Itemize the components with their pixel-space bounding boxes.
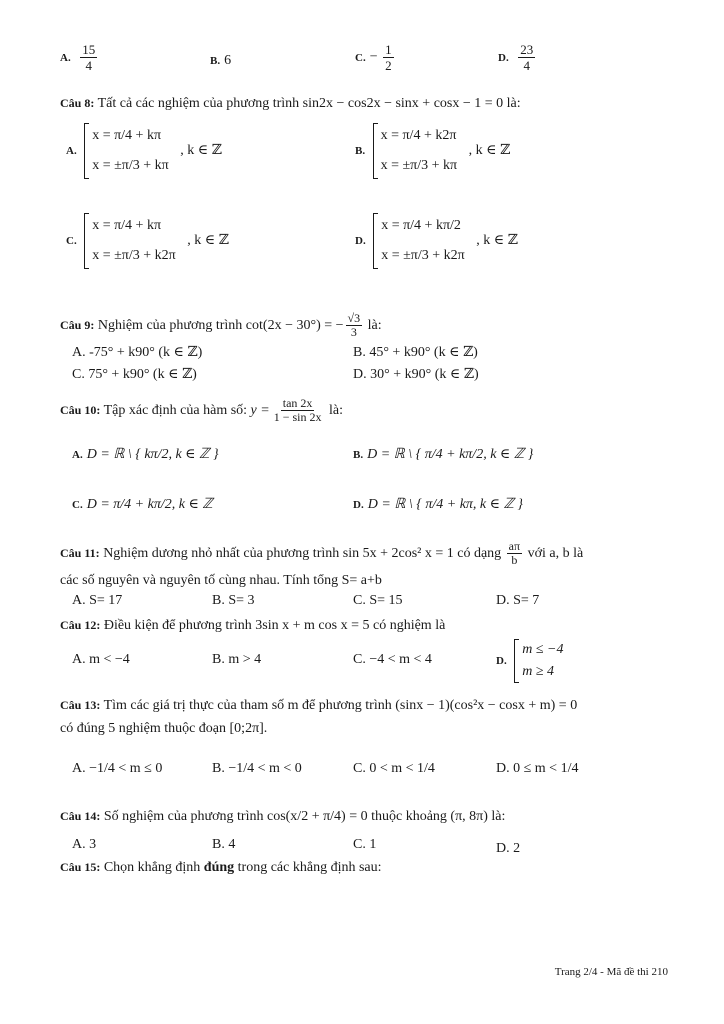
q10-option-b: B. D = ℝ \ { π/4 + kπ/2, k ∈ ℤ }: [353, 447, 534, 462]
question-10: Câu 10: Tập xác định của hàm số: y = $\frac{\tan 2x}{1 - \sin 2x}$ là: A. D = ℝ \ { kπ/2, k ∈ ℤ } B. D = ℝ \ { π/4 + kπ/2, k ∈ ℤ } C. D = π/4 + kπ/2, k ∈ ℤ D. D = ℝ \ { π/4 + kπ, k ∈ ℤ }: [60, 390, 680, 530]
question-12: Câu 12: Điều kiện để phương trình 3sin x + m cos x = 5 có nghiệm là A. m < −4 B. m > 4 C. −4 < m < 4 D. m ≤ −4 m ≥ 4: [60, 614, 680, 691]
q11-option-c: C. S= 15: [353, 593, 403, 608]
q9-option-b: B. 45° + k90° (k ∈ ℤ): [353, 345, 478, 360]
q14-option-b: B. 4: [212, 837, 236, 852]
question-8: Câu 8: Tất cả các nghiệm của phương trình sin2x − cos2x − sinx + cosx − 1 = 0 là: A. x = π/4 + kπ x = ±π/3 + kπ , k ∈ ℤ B. x = π/4 + k2π x = ±π/3 + kπ , k ∈ ℤ C. x = π/4 + kπ x = ±π/3 + k2π , k ∈ ℤ D. x = π/4 + kπ/2 x = ±π/3 + k2π , k ∈ ℤ: [60, 92, 680, 303]
q8-option-c: C. x = π/4 + kπ x = ±π/3 + k2π , k ∈ ℤ: [66, 213, 229, 269]
q10-option-d: D. D = ℝ \ { π/4 + kπ, k ∈ ℤ }: [353, 497, 524, 512]
q8-option-a: A. x = π/4 + kπ x = ±π/3 + kπ , k ∈ ℤ: [66, 123, 222, 179]
q14-option-d: D. 2: [496, 841, 521, 856]
q14-option-a: A. 3: [72, 837, 97, 852]
q14-option-c: C. 1: [353, 837, 377, 852]
q9-option-c: C. 75° + k90° (k ∈ ℤ): [72, 367, 197, 382]
q12-option-c: C. −4 < m < 4: [353, 652, 432, 667]
q13-option-a: A. −1/4 < m ≤ 0: [72, 761, 163, 776]
question-9: Câu 9: Nghiệm của phương trình cot(2x − 30°) = − $\frac{√3}{3}$ là: A. -75° + k90° (k ∈ ℤ) B. 45° + k90° (k ∈ ℤ) C. 75° + k90° (k ∈ ℤ) D. 30° + k90° (k ∈ ℤ): [60, 308, 680, 386]
q9-option-d: D. 30° + k90° (k ∈ ℤ): [353, 367, 479, 382]
q10-option-c: C. D = π/4 + kπ/2, k ∈ ℤ: [72, 497, 213, 512]
question-13: Câu 13: Tìm các giá trị thực của tham số m để phương trình (sinx − 1)(cos²x − cosx + m) = 0 có đúng 5 nghiệm thuộc đoạn [0;2π]. A. −1/4 < m ≤ 0 B. −1/4 < m < 0 C. 0 < m < 1/4 D. 0 ≤ m < 1/4: [60, 694, 680, 788]
q7-options: [60, 42, 680, 86]
q7-option-d: D. $\frac{23}{4}$: [498, 42, 534, 73]
q13-option-d: D. 0 ≤ m < 1/4: [496, 761, 579, 776]
q7-option-c: C. − $\frac{1}{2}$: [355, 42, 392, 73]
question-15: Câu 15: Chọn khẳng định đúng trong các khẳng định sau:: [60, 860, 382, 875]
q8-option-d: D. x = π/4 + kπ/2 x = ±π/3 + k2π , k ∈ ℤ: [355, 213, 518, 269]
page-footer: Trang 2/4 - Mã đề thi 210: [554, 966, 668, 978]
q10-option-a: A. D = ℝ \ { kπ/2, k ∈ ℤ }: [72, 447, 219, 462]
q12-option-a: A. m < −4: [72, 652, 130, 667]
q7-option-b: B. 6: [210, 53, 232, 68]
q11-option-b: B. S= 3: [212, 593, 255, 608]
q7-option-a: A. $\frac{15}{4}$: [60, 42, 96, 73]
question-14: Câu 14: Số nghiệm của phương trình cos(x/2 + π/4) = 0 thuộc khoảng (π, 8π) là: A. 3 B. 4 C. 1 D. 2: [60, 798, 680, 856]
q12-option-d: D. m ≤ −4 m ≥ 4: [496, 639, 563, 683]
q9-option-a: A. -75° + k90° (k ∈ ℤ): [72, 345, 203, 360]
q11-option-a: A. S= 17: [72, 593, 123, 608]
q12-option-b: B. m > 4: [212, 652, 262, 667]
q11-option-d: D. S= 7: [496, 593, 540, 608]
question-11: Câu 11: Nghiệm dương nhỏ nhất của phương trình sin 5x + 2cos² x = 1 có dạng $\frac{a\pi}{b}$ với a, b là các số nguyên và nguyên tố cùng nhau. Tính tổng S= a+b A. S= 17 B. S= 3 C. S= 15 D. S= 7: [60, 539, 584, 608]
q8-option-b: B. x = π/4 + k2π x = ±π/3 + kπ , k ∈ ℤ: [355, 123, 510, 179]
q13-option-c: C. 0 < m < 1/4: [353, 761, 435, 776]
q13-option-b: B. −1/4 < m < 0: [212, 761, 302, 776]
